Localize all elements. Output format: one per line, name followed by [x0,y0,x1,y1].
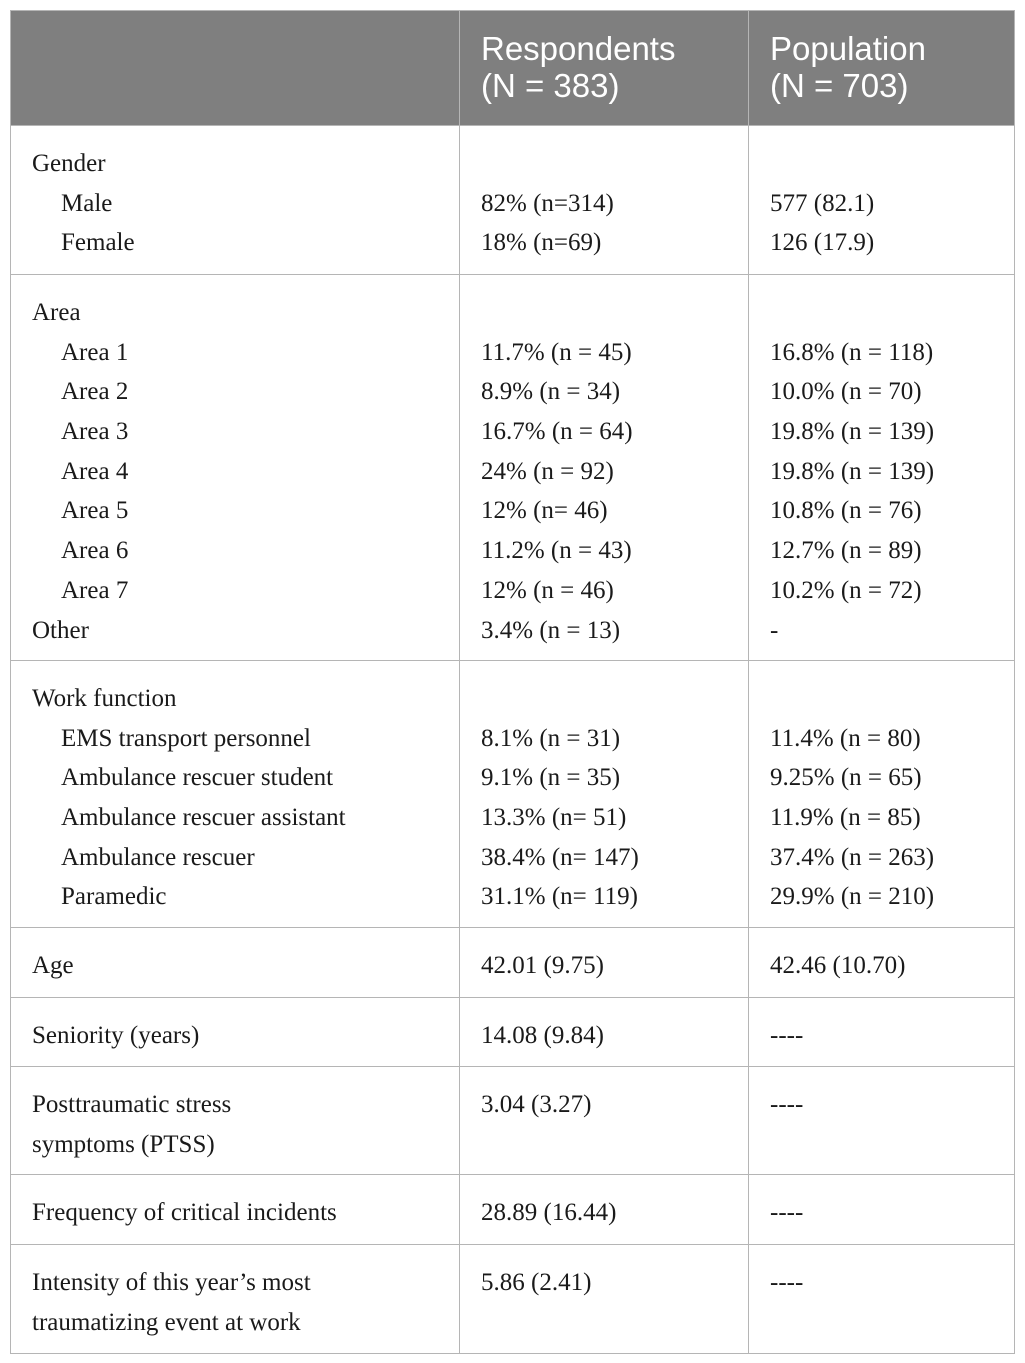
population-value: ---- [770,1022,804,1049]
population-cell [749,126,1015,275]
row-label: Area 3 [61,418,129,446]
variable-cell [11,998,460,1067]
row-label: Other [32,616,89,644]
population-value: 10.2% (n = 72) [770,576,922,604]
header-row [11,11,1015,126]
row-ptss [11,1067,1015,1175]
respondents-value: 18% (n=69) [481,229,602,257]
row-label: Ambulance rescuer assistant [61,804,346,832]
population-value: 12.7% (n = 89) [770,537,922,565]
respondents-value: 38.4% (n= 147) [481,843,639,871]
population-value: 19.8% (n = 139) [770,418,935,446]
table-body [11,126,1015,1354]
row-label: Area 7 [61,576,129,604]
population-value: 16.8% (n = 118) [770,338,934,366]
row-label: Ambulance rescuer student [61,764,334,792]
respondents-value: 11.7% (n = 45) [481,338,632,366]
row-label: Area 2 [61,378,129,406]
section-label-cell [11,126,460,275]
header-population-n: (N = 703) [770,67,909,104]
population-value: 126 (17.9) [770,229,875,257]
population-value: 19.8% (n = 139) [770,457,935,485]
row-label: Area 5 [61,497,129,525]
row-label: EMS transport personnel [61,724,311,752]
row-frequency-critical-incidents [11,1175,1015,1245]
respondents-value: 82% (n=314) [481,189,614,217]
respondents-cell [460,1067,749,1175]
population-value: 11.4% (n = 80) [770,724,921,752]
variable-label: Seniority (years) [32,1022,200,1049]
population-value: 42.46 (10.70) [770,952,906,979]
variable-label-line: symptoms (PTSS) [32,1130,215,1158]
header-cell-respondents [460,11,749,126]
row-label: Ambulance rescuer [61,843,255,871]
variable-label-line: Posttraumatic stress [32,1091,232,1118]
population-cell [749,275,1015,661]
row-label: Area 1 [61,338,129,366]
population-value: ---- [770,1269,804,1296]
population-cell [749,1175,1015,1245]
row-label: Area 6 [61,537,129,565]
population-value: 10.8% (n = 76) [770,497,922,525]
population-cell [749,1245,1015,1354]
respondents-cell [460,1175,749,1245]
row-label: Paramedic [61,883,167,911]
section-label-cell [11,275,460,661]
population-value: - [770,616,779,644]
respondents-value: 31.1% (n= 119) [481,883,638,911]
population-value: ---- [770,1199,804,1226]
respondents-value: 12% (n= 46) [481,497,608,525]
row-seniority [11,998,1015,1067]
respondents-value: 8.9% (n = 34) [481,378,621,406]
variable-cell [11,1245,460,1354]
population-value: ---- [770,1091,804,1118]
respondents-cell [460,928,749,998]
respondents-value: 8.1% (n = 31) [481,724,621,752]
population-value: 11.9% (n = 85) [770,804,921,832]
population-value: 10.0% (n = 70) [770,378,922,406]
section-row-gender [11,126,1015,275]
variable-cell [11,1175,460,1245]
row-label: Female [61,229,135,257]
respondents-value: 13.3% (n= 51) [481,804,627,832]
respondents-value: 5.86 (2.41) [481,1269,592,1296]
row-intensity-traumatizing-event [11,1245,1015,1354]
data-table [10,10,1015,1354]
respondents-cell [460,998,749,1067]
section-label-cell [11,661,460,928]
population-cell [749,1067,1015,1175]
section-row-area [11,275,1015,661]
respondents-value: 3.4% (n = 13) [481,616,621,644]
header-cell-population [749,11,1015,126]
variable-label-line: Intensity of this year’s most [32,1269,311,1296]
header-cell-variable [11,11,460,126]
row-label: Male [61,189,113,217]
respondents-cell [460,126,749,275]
respondents-value: 14.08 (9.84) [481,1022,604,1049]
population-value: 577 (82.1) [770,189,875,217]
section-title: Area [32,299,81,326]
row-age [11,928,1015,998]
population-value: 37.4% (n = 263) [770,843,935,871]
table-header [11,11,1015,126]
header-population-title: Population [770,30,926,67]
respondents-value: 11.2% (n = 43) [481,537,632,565]
population-value: 9.25% (n = 65) [770,764,922,792]
respondents-cell [460,661,749,928]
respondents-value: 9.1% (n = 35) [481,764,621,792]
variable-cell [11,928,460,998]
population-cell [749,661,1015,928]
respondents-value: 28.89 (16.44) [481,1199,617,1226]
population-cell [749,998,1015,1067]
respondents-value: 3.04 (3.27) [481,1091,592,1118]
variable-label: Frequency of critical incidents [32,1199,337,1226]
row-label: Area 4 [61,457,129,485]
respondents-value: 42.01 (9.75) [481,952,604,979]
variable-label-line: traumatizing event at work [32,1308,301,1336]
section-row-work-function [11,661,1015,928]
population-cell [749,928,1015,998]
respondents-cell [460,1245,749,1354]
respondents-value: 12% (n = 46) [481,576,614,604]
respondents-value: 16.7% (n = 64) [481,418,633,446]
respondents-cell [460,275,749,661]
population-value: 29.9% (n = 210) [770,883,935,911]
respondents-value: 24% (n = 92) [481,457,614,485]
header-respondents-n: (N = 383) [481,67,620,104]
section-title: Gender [32,150,106,177]
section-title: Work function [32,685,177,712]
variable-label: Age [32,952,74,979]
variable-cell [11,1067,460,1175]
header-respondents-title: Respondents [481,30,676,67]
